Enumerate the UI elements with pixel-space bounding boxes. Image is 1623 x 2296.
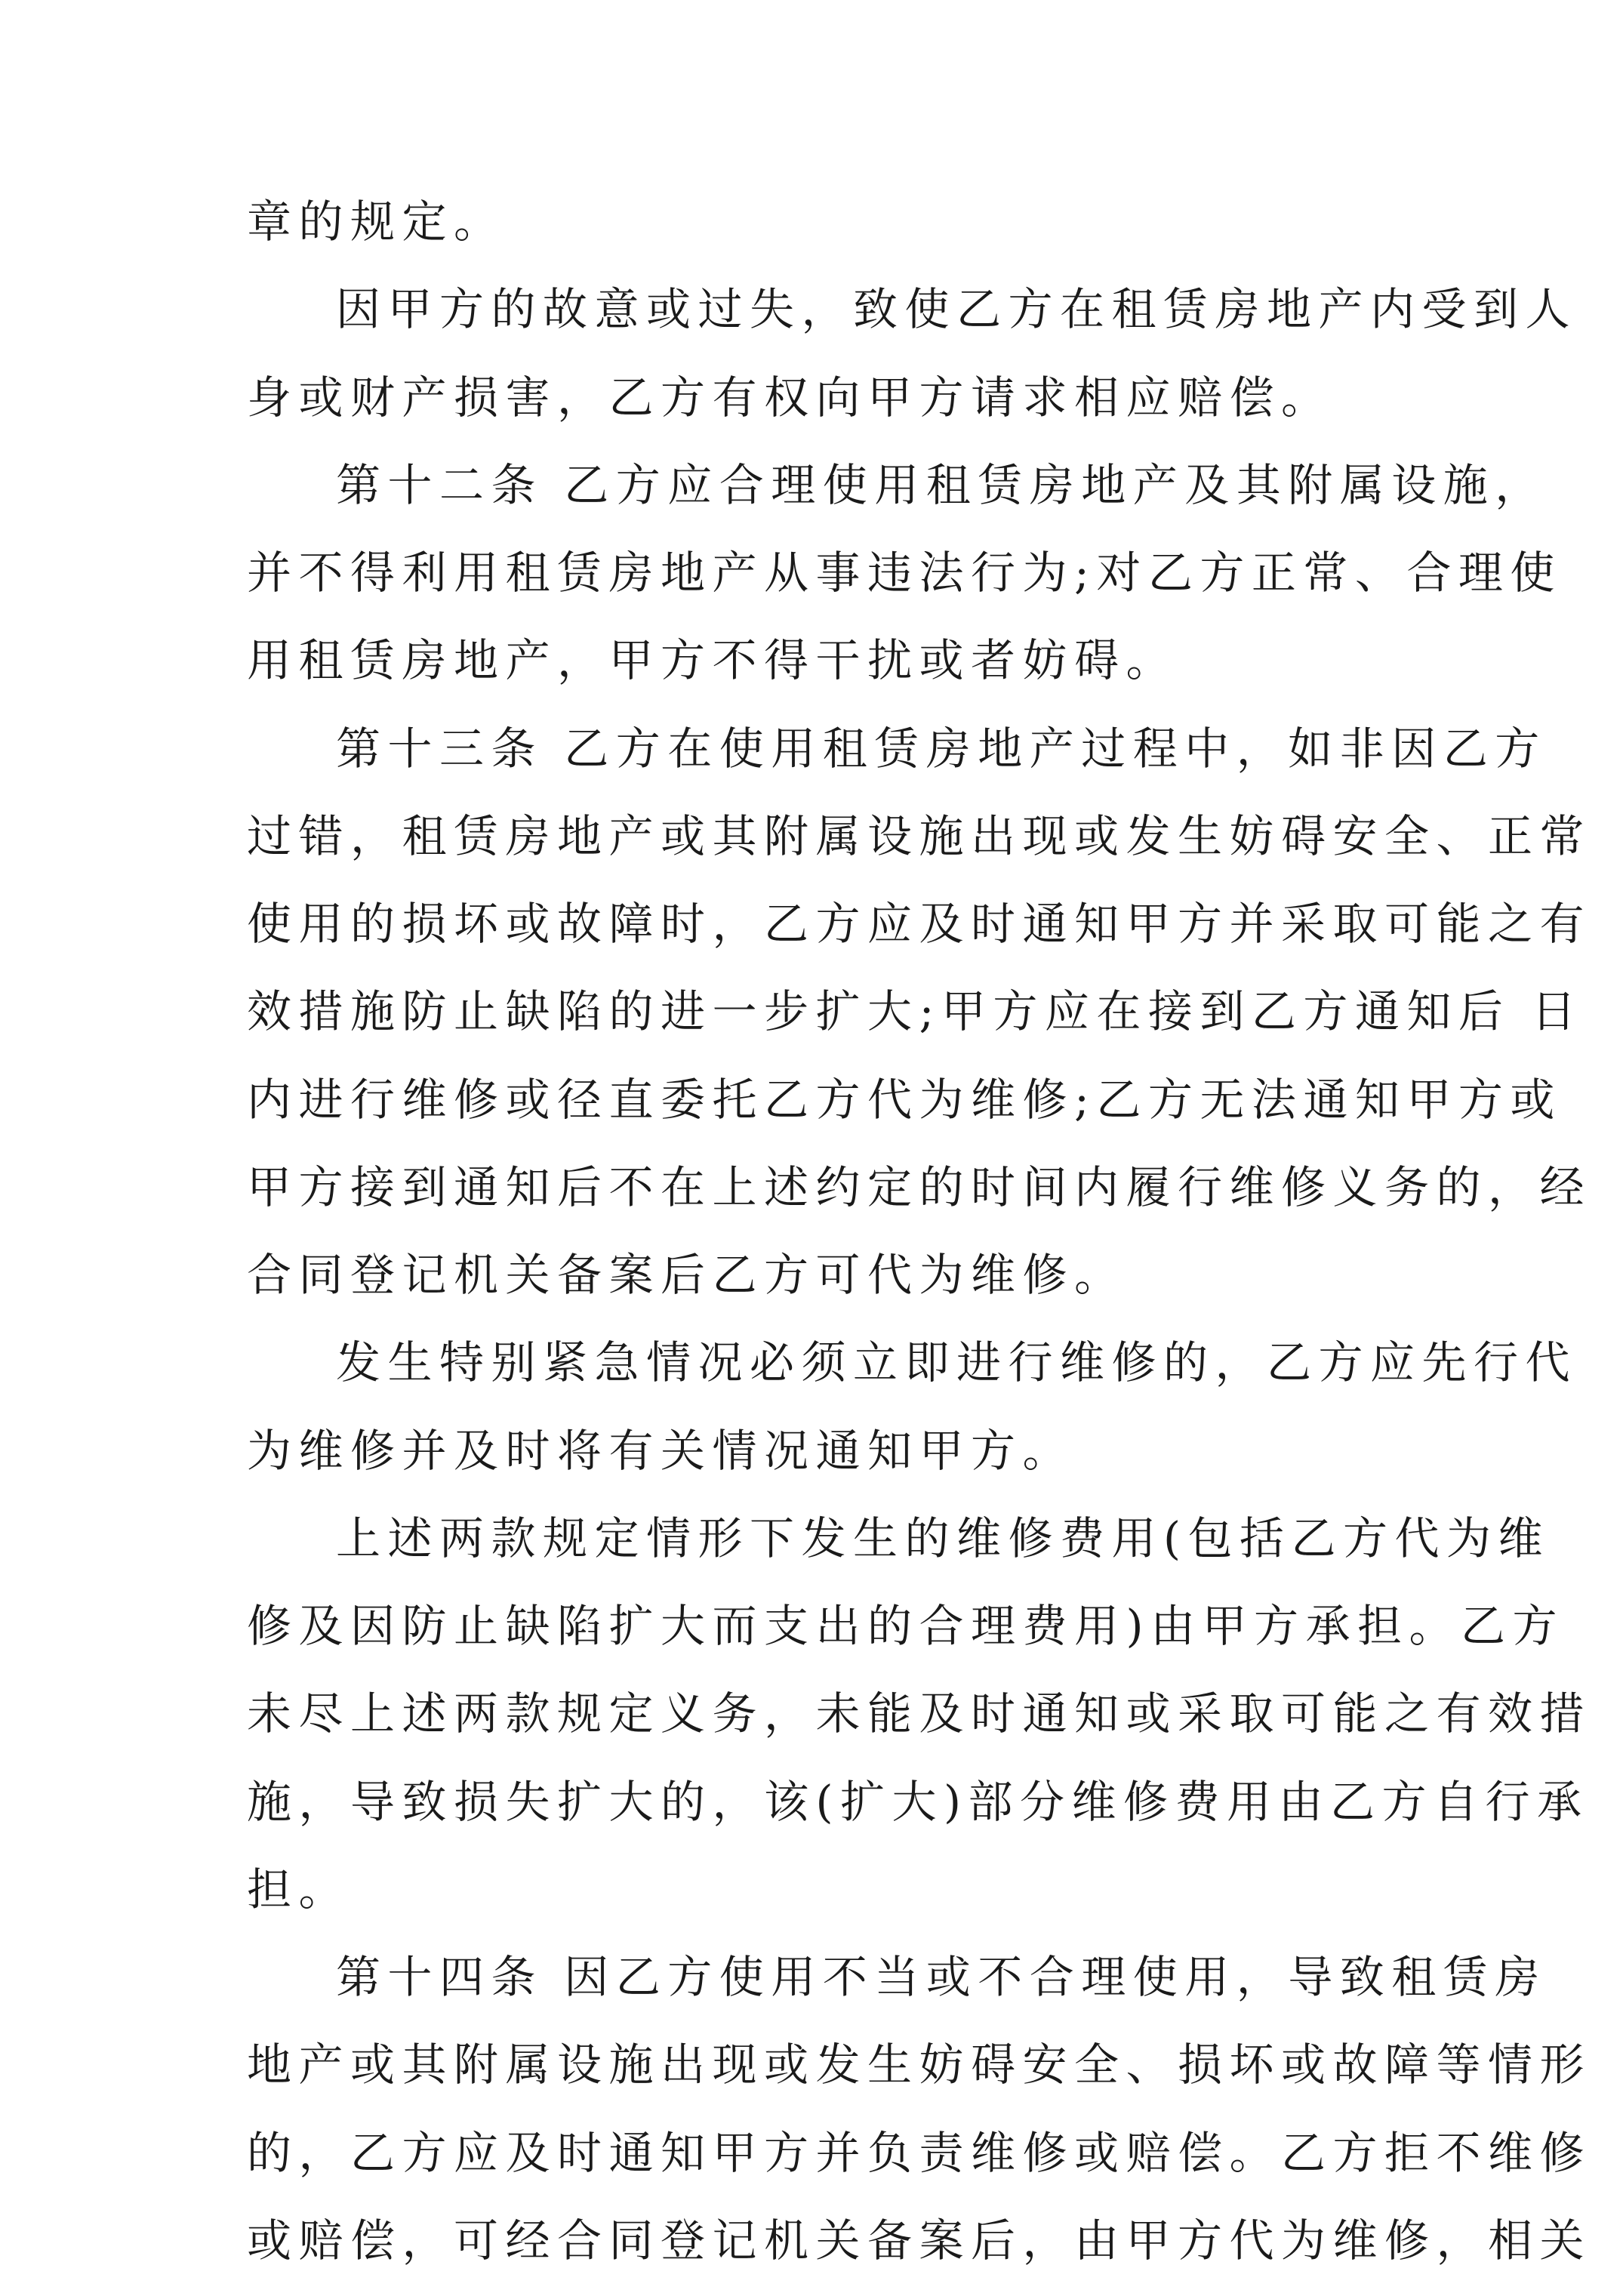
text-line: 内进行维修或径直委托乙方代为维修;乙方无法通知甲方或 [247, 1074, 1562, 1126]
text-line: 第十三条 乙方在使用租赁房地产过程中，如非因乙方 [336, 723, 1547, 775]
text-line: 或赔偿，可经合同登记机关备案后，由甲方代为维修，相关 [247, 2214, 1592, 2267]
text-line: 未尽上述两款规定义务，未能及时通知或采取可能之有效措 [247, 1687, 1592, 1740]
text-line: 因甲方的故意或过失，致使乙方在租赁房地产内受到人 [336, 283, 1578, 335]
text-line: 施，导致损失扩大的，该(扩大)部分维修费用由乙方自行承 [247, 1776, 1589, 1828]
text-line: 过错，租赁房地产或其附属设施出现或发生妨碍安全、正常 [247, 810, 1592, 862]
text-line: 使用的损坏或故障时，乙方应及时通知甲方并采取可能之有 [247, 898, 1592, 950]
text-line: 章的规定。 [247, 196, 506, 248]
text-line: 并不得利用租赁房地产从事违法行为;对乙方正常、合理使 [247, 547, 1562, 599]
text-line: 地产或其附属设施出现或发生妨碍安全、损坏或故障等情形 [247, 2039, 1592, 2091]
text-line: 身或财产损害，乙方有权向甲方请求相应赔偿。 [247, 371, 1333, 424]
text-line: 第十四条 因乙方使用不当或不合理使用，导致租赁房 [336, 1951, 1547, 2003]
text-line: 合同登记机关备案后乙方可代为维修。 [247, 1249, 1126, 1301]
text-line: 的，乙方应及时通知甲方并负责维修或赔偿。乙方拒不维修 [247, 2127, 1592, 2179]
text-line: 修及因防止缺陷扩大而支出的合理费用)由甲方承担。乙方 [247, 1600, 1565, 1652]
text-line: 用租赁房地产，甲方不得干扰或者妨碍。 [247, 634, 1178, 686]
text-line: 为维修并及时将有关情况通知甲方。 [247, 1425, 1075, 1477]
text-line: 发生特别紧急情况必须立即进行维修的，乙方应先行代 [336, 1336, 1578, 1388]
text-line: 上述两款规定情形下发生的维修费用(包括乙方代为维 [336, 1512, 1551, 1564]
text-line: 担。 [247, 1863, 351, 1915]
text-line: 第十二条 乙方应合理使用租赁房地产及其附属设施， [336, 459, 1547, 511]
text-line: 效措施防止缺陷的进一步扩大;甲方应在接到乙方通知后 日 [247, 985, 1584, 1037]
text-line: 甲方接到通知后不在上述约定的时间内履行维修义务的，经 [247, 1161, 1592, 1213]
